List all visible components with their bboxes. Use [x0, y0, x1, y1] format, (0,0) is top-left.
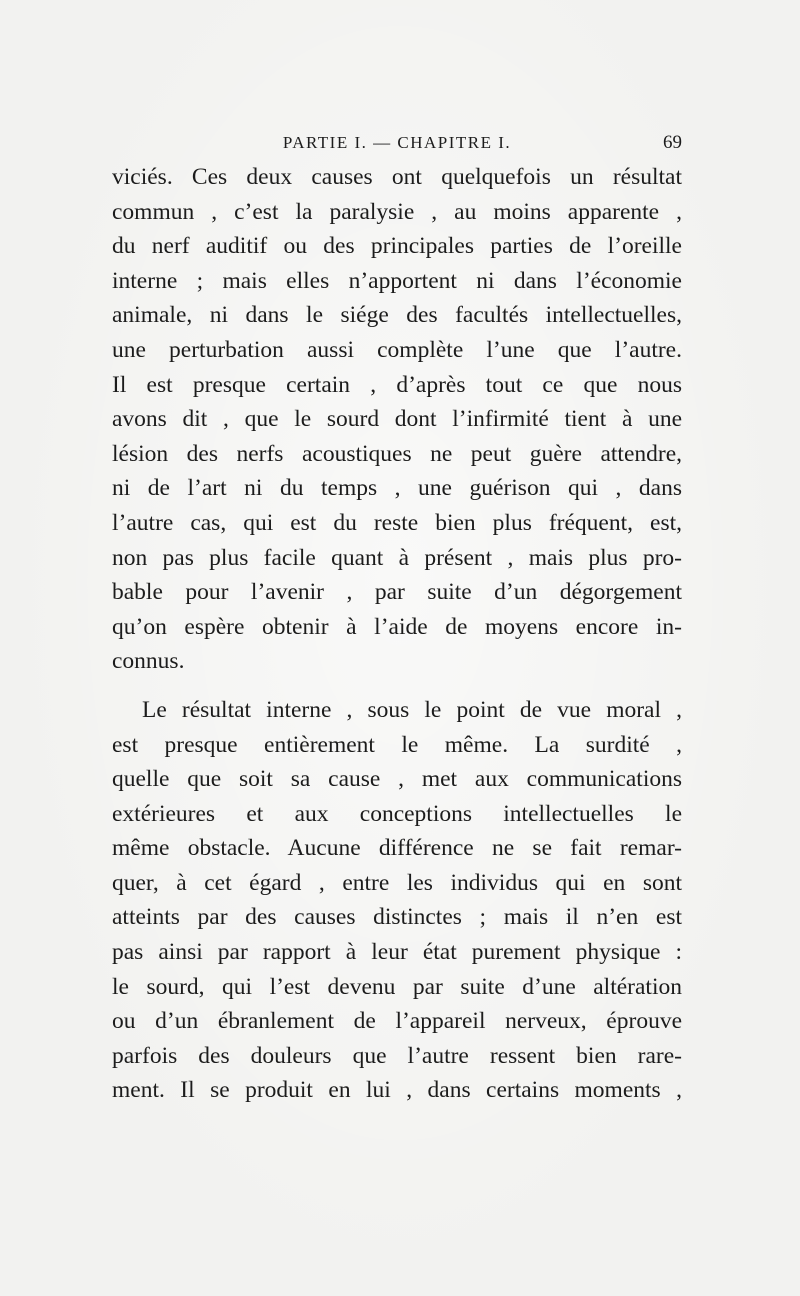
text-line: extérieures et aux conceptions intellectuelles le [112, 800, 682, 827]
running-title: PARTIE I. — CHAPITRE I. [282, 133, 512, 152]
text-line: lésion des nerfs acoustiques ne peut guère attendre, [112, 440, 682, 467]
text-line: le sourd, qui l’est devenu par suite d’une altération [112, 973, 682, 1000]
page-number: 69 [663, 132, 682, 153]
text-line: animale, ni dans le siége des facultés intellectuelles, [112, 302, 682, 329]
text-line: parfois des douleurs que l’autre ressent bien rare- [112, 1042, 682, 1069]
text-line: quelle que soit sa cause , met aux communications [112, 766, 682, 793]
text-line: atteints par des causes distinctes ; mais il n’en est [112, 904, 682, 931]
paragraph [112, 693, 682, 1108]
text-line: commun , c’est la paralysie , au moins apparente , [112, 198, 682, 225]
text-line: même obstacle. Aucune différence ne se fait remar- [112, 835, 682, 862]
text-line: bable pour l’avenir , par suite d’un dégorgement [112, 579, 682, 606]
text-line: Il est presque certain , d’après tout ce que nous [112, 371, 682, 398]
text-line: ni de l’art ni du temps , une guérison qui , dans [112, 475, 682, 502]
text-line: une perturbation aussi complète l’une que l’autre. [112, 336, 682, 363]
text-line: viciés. Ces deux causes ont quelquefois un résultat [112, 164, 682, 190]
body-text [112, 160, 682, 1108]
text-line: avons dit , que le sourd dont l’infirmité tient à une [112, 406, 682, 433]
text-line: l’autre cas, qui est du reste bien plus fréquent, est, [112, 509, 682, 536]
text-line: ment. Il se produit en lui , dans certains moments , [112, 1077, 682, 1104]
paragraph [112, 160, 682, 679]
text-line: qu’on espère obtenir à l’aide de moyens encore in- [112, 613, 682, 640]
text-line: pas ainsi par rapport à leur état purement physique : [112, 939, 682, 966]
text-line: ou d’un ébranlement de l’appareil nerveux, éprouve [112, 1008, 682, 1035]
text-line: quer, à cet égard , entre les individus qui en sont [112, 869, 682, 896]
text-line: connus. [112, 648, 185, 675]
running-header [112, 128, 682, 158]
text-line: non pas plus facile quant à présent , mais plus pro- [112, 544, 682, 571]
text-line: est presque entièrement le même. La surdité , [112, 731, 682, 758]
text-line: interne ; mais elles n’apportent ni dans l’économie [112, 267, 682, 294]
text-line: Le résultat interne , sous le point de vue moral , [142, 696, 682, 723]
text-line: du nerf auditif ou des principales parties de l’oreille [112, 233, 682, 260]
paragraph-gap [112, 679, 682, 693]
